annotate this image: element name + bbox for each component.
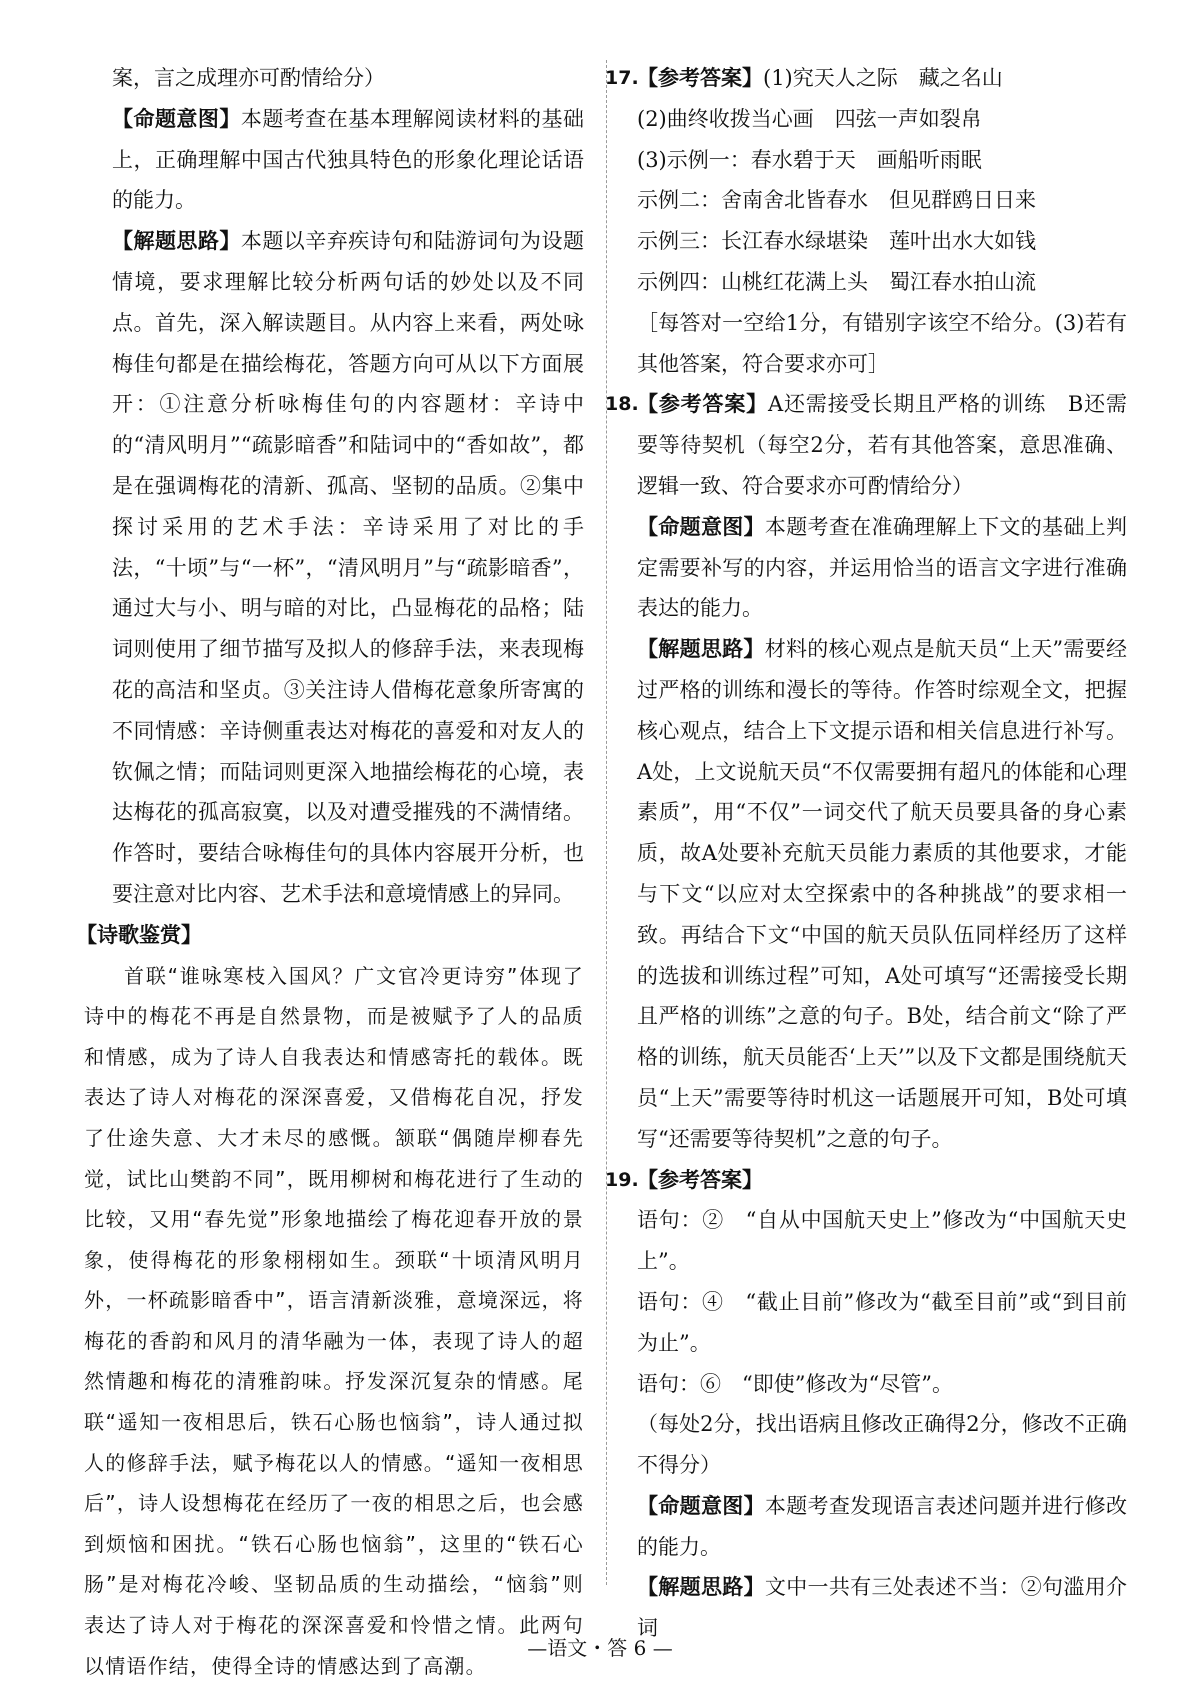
answer-line: 示例三：长江春水绿堪染 莲叶出水大如钱: [637, 229, 1036, 254]
question-number: 17.: [605, 67, 639, 89]
approach-tag: 【解题思路】: [637, 1575, 765, 1600]
poetry-text: 首联“谁咏寒枝入国风？广文官冷更诗穷”体现了诗中的梅花不再是自然景物，而是被赋予了人的品质和情感，成为了诗人自我表达和情感寄托的载体。既表达了诗人对梅花的深深喜爱，又借梅花自况，抒发了仕途失意、大才未尽的感慨。颔联“偶随岸柳春先觉，试比山樊韵不同”，既用柳树和梅花进行了生动的比较，又用“春先觉”形象地描绘了梅花迎春开放的景象，使得梅花的形象栩栩如生。颈联“十顷清风明月外，一杯疏影暗香中”，语言清新淡雅，意境深远，将梅花的香韵和风月的清华融为一体，表现了诗人的超然情趣和梅花的清雅韵味。抒发深沉复杂的情感。尾联“遥知一夜相思后，铁石心肠也恼翁”，诗人通过拟人的修辞手法，赋予梅花以人的情感。“遥知一夜相思后”，诗人设想梅花在经历了一夜的相思之后，也会感到烦恼和困扰。“铁石心肠也恼翁”，这里的“铁石心肠”是对梅花冷峻、坚韧品质的生动描绘，“恼翁”则表达了诗人对于梅花的深深喜爱和怜惜之情。此两句以情语作结，使得全诗的情感达到了高潮。: [84, 963, 584, 1678]
right-column: [605, 58, 1128, 1649]
answer-tag: 【参考答案】: [637, 66, 763, 90]
page-footer: —语文・答 6 —: [527, 1636, 673, 1660]
answer-line: 语句：④ “截止目前”修改为“截至目前”或“到目前为止”。: [637, 1289, 1127, 1355]
answer-tag: 【参考答案】: [637, 1167, 763, 1192]
poetry-appreciation: [84, 956, 584, 1687]
intent-tag: 【命题意图】: [112, 106, 241, 131]
question-17: [605, 58, 1127, 384]
intent-text: 本题考查在准确理解上下文的基础上判定需要补写的内容，并运用恰当的语言文字进行准确表达的能力。: [637, 514, 1128, 621]
approach-text: 文中一共有三处表述不当：②句滥用介词: [637, 1575, 1128, 1641]
scoring-note: （每处2分，找出语病且修改正确得2分，修改不正确不得分）: [637, 1412, 1127, 1478]
left-column: [76, 58, 585, 1686]
approach-text: 材料的核心观点是航天员“上天”需要经过严格的训练和漫长的等待。作答时综观全文，把握核心观点，结合上下文提示语和相关信息进行补写。A处，上文说航天员“不仅需要拥有超凡的体能和心理素质”，用“不仅”一词交代了航天员要具备的身心素质，故A处要补充航天员能力素质的其他要求，才能与下文“以应对太空探索中的各种挑战”的要求相一致。再结合下文“中国的航天员队伍同样经历了这样的选拔和训练过程”可知，A处可填写“还需接受长期且严格的训练”之意的句子。B处，结合前文“除了严格的训练，航天员能否‘上天’”以及下文都是围绕航天员“上天”需要等待时机这一话题展开可知，B处可填写“还需要等待契机”之意的句子。: [637, 637, 1127, 1151]
answer-line: (2)曲终收拨当心画 四弦一声如裂帛: [637, 106, 982, 131]
answer-line: (3)示例一：春水碧于天 画船听雨眠: [637, 147, 982, 172]
answer-line: 语句：⑥ “即使”修改为“尽管”。: [637, 1371, 953, 1396]
answer-line: (1)究天人之际 藏之名山: [763, 66, 1003, 90]
approach-paragraph: [84, 221, 584, 915]
question-19: [605, 1160, 1128, 1650]
answer-line: 示例四：山桃红花满上头 蜀江春水拍山流: [637, 269, 1036, 294]
intent-text: 本题考查在基本理解阅读材料的基础上，正确理解中国古代独具特色的形象化理论话语的能力。: [112, 106, 585, 213]
approach-tag: 【解题思路】: [637, 637, 765, 662]
intent-tag: 【命题意图】: [637, 514, 765, 539]
intent-tag: 【命题意图】: [637, 1493, 765, 1518]
question-number: 18.: [605, 393, 639, 416]
scoring-note: ［每答对一空给1分，有错别字该空不给分。(3)若有其他答案，符合要求亦可］: [637, 310, 1127, 376]
question-number: 19.: [605, 1168, 639, 1191]
answer-line: 语句：② “自从中国航天史上”修改为“中国航天史上”。: [637, 1208, 1127, 1274]
answer-tag: 【参考答案】: [637, 392, 769, 417]
intent-text: 本题考查发现语言表述问题并进行修改的能力。: [637, 1493, 1128, 1559]
answer-line: 示例二：舍南舍北皆春水 但见群鸥日日来: [637, 188, 1036, 213]
column-divider: [606, 60, 607, 1585]
intent-paragraph: [84, 99, 584, 221]
question-18: [605, 384, 1128, 1159]
section-heading-poetry: 【诗歌鉴赏】: [76, 922, 202, 947]
answer-text: A还需接受长期且严格的训练 B还需要等待契机（每空2分，若有其他答案，意思准确、逻辑一致、符合要求亦可酌情给分）: [637, 392, 1127, 498]
approach-text: 本题以辛弃疾诗句和陆游词句为设题情境，要求理解比较分析两句话的妙处以及不同点。首先，深入解读题目。从内容上来看，两处咏梅佳句都是在描绘梅花，答题方向可从以下方面展开：①注意分析咏梅佳句的内容题材：辛诗中的“清风明月”“疏影暗香”和陆词中的“香如故”，都是在强调梅花的清新、孤高、坚韧的品质。②集中探讨采用的艺术手法：辛诗采用了对比的手法，“十顷”与“一杯”，“清风明月”与“疏影暗香”，通过大与小、明与暗的对比，凸显梅花的品格；陆词则使用了细节描写及拟人的修辞手法，来表现梅花的高洁和坚贞。③关注诗人借梅花意象所寄寓的不同情感：辛诗侧重表达对梅花的喜爱和对友人的钦佩之情；而陆词则更深入地描绘梅花的心境，表达梅花的孤高寂寞，以及对遭受摧残的不满情绪。作答时，要结合咏梅佳句的具体内容展开分析，也要注意对比内容、艺术手法和意境情感上的异同。: [112, 229, 585, 906]
answer-continuation: 案，言之成理亦可酌情给分）: [112, 66, 385, 90]
approach-tag: 【解题思路】: [112, 229, 241, 254]
